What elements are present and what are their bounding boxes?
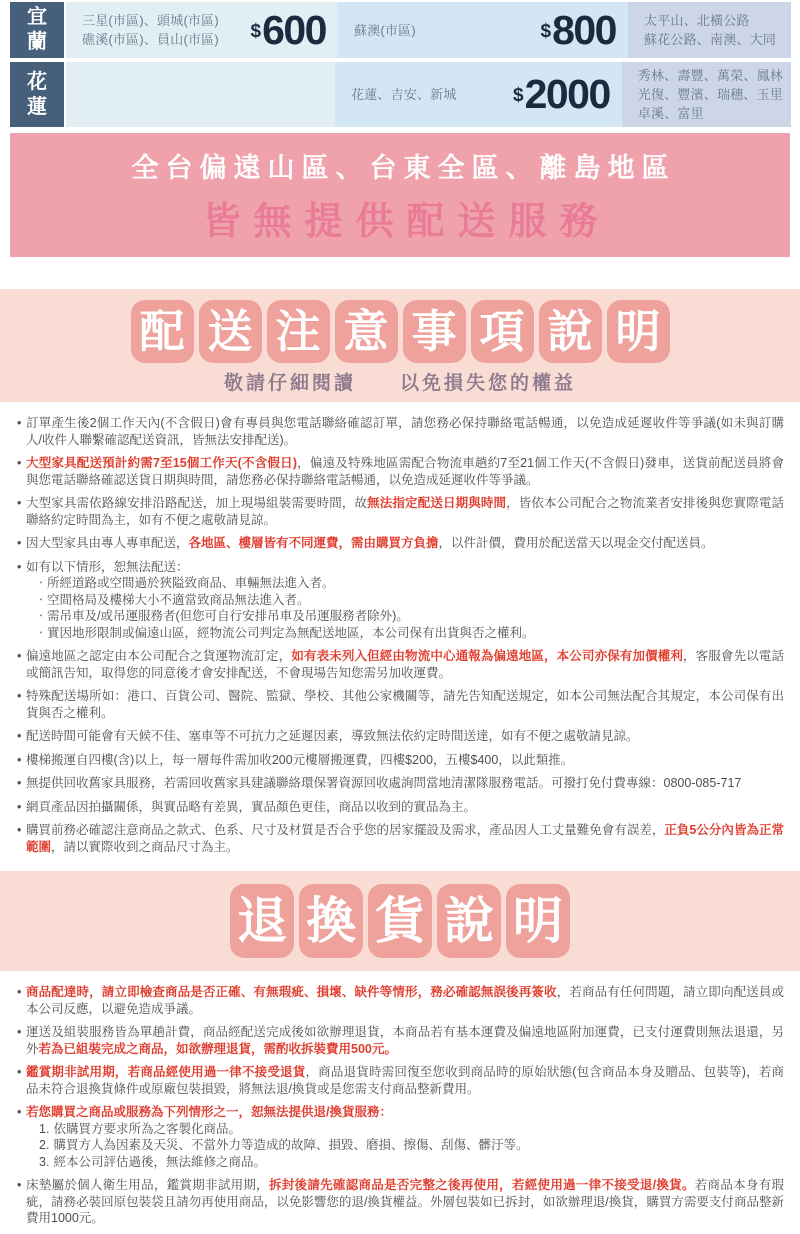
sub-item-text: 空間格局及樓梯大小不適當致商品無法進入者。 (46, 592, 310, 607)
notice-text: ，若商品有任何問題，請立即向配送員或本公司反應，以避免造成爭議。 (26, 985, 784, 1016)
notice-item (16, 648, 784, 681)
title-char-tile: 注 (267, 300, 330, 363)
region-label: 宜 蘭 (10, 2, 66, 58)
price-amount: 600 (262, 6, 326, 53)
shipping-row (10, 62, 791, 127)
notice-text-emphasis: 商品配達時，請立即檢查商品是否正確、有無瑕疵、損壞、缺件等情形，務必確認無誤後再簽收 (26, 985, 557, 999)
shipping-cell (335, 62, 622, 127)
notice-text: ，客服會先以電話或簡訊告知，取得您的同意後才會安排配送，不會現場告知您需另加收運費。 (26, 649, 784, 680)
banner-region-list: 全台偏遠山區、台東全區、離島地區 (131, 153, 676, 183)
notice-text: 特殊配送場所如：港口、百貨公司、醫院、監獄、學校、其他公家機關等，請先告知配送規定，如本公司無法配合其規定，本公司保有出貨與否之權利。 (26, 689, 784, 720)
notice-sub-item (26, 1154, 784, 1171)
shipping-cell (628, 2, 791, 58)
notice-item (16, 455, 784, 488)
notice-sub-list (26, 1121, 784, 1171)
notice-text: 運送及組裝服務皆為單趟計費，商品經配送完成後如欲辦理退貨，本商品若有基本運費及偏遠地區附加運費，已支付運費則無法退還，另外 (26, 1025, 784, 1056)
title-char-tile: 換 (299, 884, 363, 958)
shipping-cell (66, 62, 335, 127)
title-char-tile: 事 (403, 300, 466, 363)
sub-item-marker: ‧ (39, 625, 43, 640)
notice-item (16, 1024, 784, 1057)
notice-text-emphasis: 如有表未列入但經由物流中心通報為偏遠地區，本公司亦保有加價權利 (291, 649, 684, 663)
notice-item (16, 559, 784, 642)
area-names: 秀林、壽豐、萬榮、鳳林 光復、豐濱、瑞穗、玉里 卓溪、富里 (637, 68, 783, 121)
notice-text: 如有以下情形，恕無法配送： (26, 559, 189, 574)
notice-item (16, 688, 784, 721)
notice-sub-item (26, 1121, 784, 1138)
no-delivery-banner (10, 133, 790, 257)
shipping-cell (338, 2, 628, 58)
notice-text-emphasis: 各地區、樓層皆有不同運費，需由購買方負擔 (188, 536, 439, 550)
title-char-tile: 退 (230, 884, 294, 958)
notice-text-emphasis: 若為已組裝完成之商品，如欲辦理退貨，需酌收拆裝費用500元。 (38, 1041, 397, 1056)
notice-text: 床墊屬於個人衛生用品，鑑賞期非試用期， (26, 1178, 269, 1192)
area-names: 蘇澳(市區) (354, 22, 416, 38)
notice-text-emphasis: 正負5公分內皆為正常範圍 (26, 823, 784, 854)
banner-no-service-text: 皆無提供配送服務 (202, 201, 611, 243)
notice-item (16, 1104, 784, 1170)
notice-sub-item (26, 575, 784, 592)
shipping-price (541, 7, 617, 54)
shipping-row (10, 2, 791, 58)
title-char-tile: 項 (471, 300, 534, 363)
page (0, 2, 800, 1227)
notice-text-emphasis: 鑑賞期非試用期，若商品經使用過一律不接受退貨 (26, 1065, 306, 1079)
notice-text: 因大型家具由專人專車配送， (26, 536, 189, 550)
notice-text-emphasis: 若您購買之商品或服務為下列情形之一，恕無法提供退/換貨服務： (26, 1105, 392, 1119)
notice-item (16, 984, 784, 1017)
shipping-cell (66, 2, 338, 58)
notice-text: 配送時間可能會有天候不佳、塞車等不可抗力之延遲因素，導致無法依約定時間送達，如有不便之處敬請見諒。 (26, 729, 639, 743)
title-char-tile: 說 (437, 884, 501, 958)
notice-text-emphasis: 拆封後請先確認商品是否完整之後再使用，若經使用過一律不接受退/換貨。 (268, 1178, 695, 1192)
title-char-tile: 送 (199, 300, 262, 363)
title-char-tile: 貨 (368, 884, 432, 958)
notice-item (16, 415, 784, 448)
notice-text-emphasis: 無法指定配送日期與時間 (367, 496, 507, 510)
title-char-tile: 意 (335, 300, 398, 363)
sub-item-marker: ‧ (39, 576, 43, 590)
return-policy-heading (0, 871, 800, 971)
shipping-price (513, 71, 610, 118)
notice-text: 無提供回收舊家具服務，若需回收舊家具建議聯絡環保署資源回收處詢問當地清潔隊服務電話。可撥打免付費專線：0800-085-717 (26, 776, 742, 790)
currency-symbol: $ (513, 85, 524, 106)
notice-sub-item (26, 1137, 784, 1154)
region-label: 花 蓮 (10, 62, 66, 127)
sub-item-marker: ‧ (39, 592, 43, 607)
sub-item-text: 需吊車及/或吊運服務者(但您可自行安排吊車及吊運服務者除外)。 (46, 609, 409, 623)
notice-text: ，請以實際收到之商品尺寸為主。 (51, 839, 239, 854)
currency-symbol: $ (250, 20, 262, 42)
notice-item (16, 728, 784, 745)
notice-item (16, 535, 784, 552)
notice-text: 若商品本身有瑕疵，請務必裝回原包裝袋且請勿再使用商品，以免影響您的退/換貨權益。外層包裝如已拆封，如欲辦理退/換貨，購買方需要支付商品整新費用1000元。 (26, 1178, 784, 1225)
delivery-notes-heading (0, 289, 800, 402)
notice-text: ，皆依本公司配合之物流業者安排後與您實際電話聯絡約定時間為主，如有不便之處敬請見諒。 (26, 496, 784, 527)
sub-item-marker: ‧ (39, 609, 43, 623)
sub-item-marker: 1. (39, 1121, 50, 1136)
notice-text: 偏遠地區之認定由本公司配合之貨運物流訂定， (26, 649, 292, 663)
sub-item-text: 實因地形限制或偏遠山區，經物流公司判定為無配送地區，本公司保有出貨與否之權利。 (46, 625, 535, 640)
sub-item-text: 依購買方要求所為之客製化商品。 (53, 1121, 241, 1136)
area-names: 三星(市區)、頭城(市區) 礁溪(市區)、員山(市區) (82, 13, 219, 47)
notice-sub-item (26, 592, 784, 609)
delivery-notes-list (16, 415, 784, 855)
notice-text-emphasis: 大型家具配送預計約需7至15個工作天(不含假日) (26, 456, 297, 470)
notice-text: 樓梯搬運自四樓(含)以上，每一層每件需加收200元樓層搬運費，四樓$200，五樓$400，以此類推。 (26, 752, 574, 767)
title-char-tile: 配 (131, 300, 194, 363)
shipping-price (251, 7, 327, 54)
notice-item (16, 495, 784, 528)
area-names: 太平山、北橫公路 蘇花公路、南澳、大同 (644, 13, 777, 47)
notice-item (16, 799, 784, 816)
title-char-tile: 明 (506, 884, 570, 958)
notice-text: 購買前務必確認注意商品之款式、色系、尺寸及材質是否合乎您的居家擺設及需求，產品因人工丈量難免會有誤差， (26, 823, 665, 837)
delivery-heading-tiles (0, 300, 800, 363)
notice-sub-list (26, 575, 784, 641)
sub-item-marker: 2. (39, 1138, 50, 1152)
notice-sub-item (26, 625, 784, 642)
area-names: 花蓮、吉安、新城 (351, 87, 457, 102)
sub-item-marker: 3. (39, 1154, 50, 1169)
price-amount: 800 (552, 6, 616, 53)
sub-item-text: 所經道路或空間過於狹隘致商品、車輛無法進入者。 (46, 576, 335, 590)
sub-item-text: 購買方人為因素及天災、不當外力等造成的故障、損毀、磨損、擦傷、刮傷、髒汙等。 (53, 1138, 529, 1152)
notice-sub-item (26, 608, 784, 625)
notice-text: ，以件計價，費用於配送當天以現金交付配送員。 (438, 536, 714, 550)
currency-symbol: $ (540, 20, 552, 42)
notice-item (16, 775, 784, 792)
price-amount: 2000 (524, 71, 610, 117)
sub-item-text: 經本公司評估過後，無法維修之商品。 (53, 1154, 266, 1169)
return-heading-tiles (0, 884, 800, 958)
notice-item (16, 1064, 784, 1097)
notice-item (16, 752, 784, 769)
title-char-tile: 明 (607, 300, 670, 363)
title-char-tile: 說 (539, 300, 602, 363)
notice-text: ，商品退貨時需回復至您收到商品時的原始狀態(包含商品本身及贈品、包裝等)，若商品未符合退換貨條件或原廠包裝損毀，將無法退/換貨或是您需支付商品整新費用。 (26, 1065, 784, 1096)
delivery-heading-subtitle: 敬請仔細閱讀 以免損失您的權益 (223, 373, 576, 394)
notice-text: ，偏遠及特殊地區需配合物流車趟約7至21個工作天(不含假日)發車，送貨前配送員將會與您電話聯絡確認送貨日期與時間，請您務必保持聯絡電話暢通，以免造成延遲收件等爭議。 (26, 456, 784, 487)
notice-text: 訂單產生後2個工作天內(不含假日)會有專員與您電話聯絡確認訂單，請您務必保持聯絡電話暢通，以免造成延遲收件等爭議(如未與訂購人/收件人聯繫確認配送資訊，皆無法安排配送)。 (26, 416, 784, 447)
return-policy-list (16, 984, 784, 1227)
shipping-fee-table (10, 2, 791, 127)
notice-item (16, 1177, 784, 1227)
notice-text: 大型家具需依路線安排沿路配送，加上現場組裝需要時間，故 (26, 496, 368, 510)
notice-text: 網頁產品因拍攝關係，與實品略有差異，實品顏色更佳，商品以收到的實品為主。 (26, 799, 477, 814)
notice-item (16, 822, 784, 855)
shipping-cell (622, 62, 791, 127)
